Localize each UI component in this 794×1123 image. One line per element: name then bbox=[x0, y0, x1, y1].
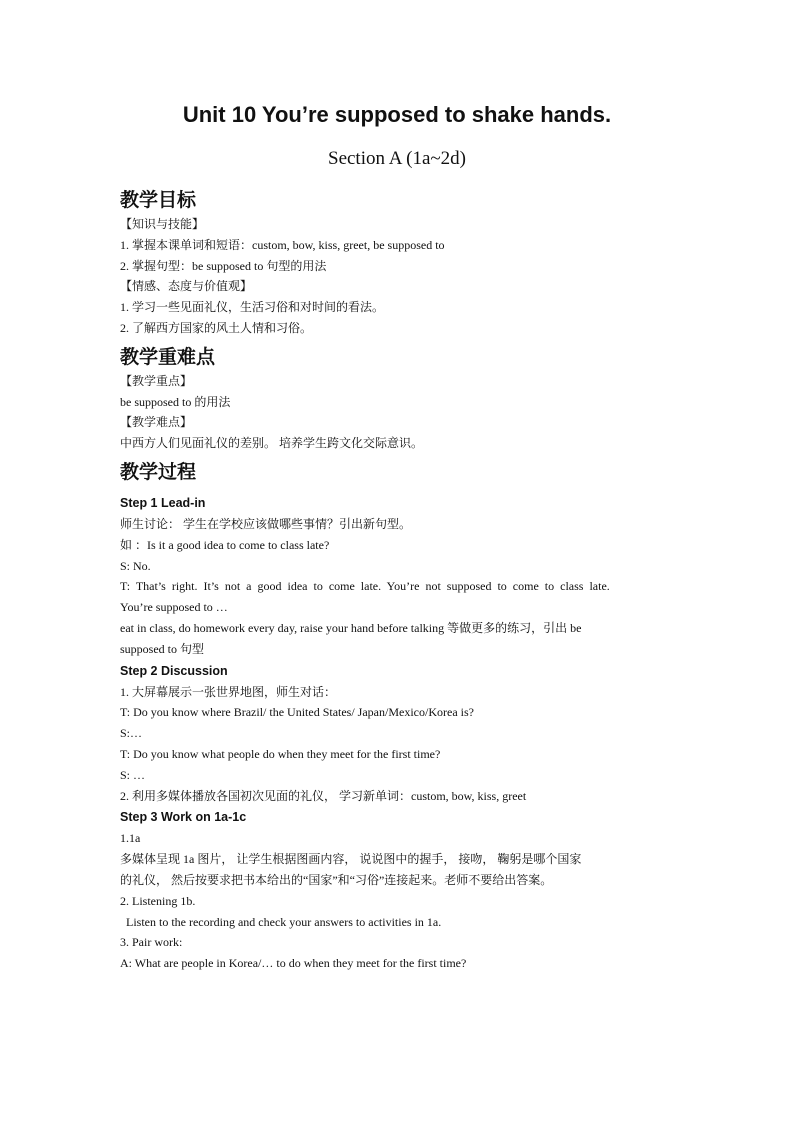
section-process bbox=[120, 458, 676, 974]
paragraph: 的礼仪， 然后按要求把书本给出的“国家”和“习俗”连接起来。老师不要给出答案。 bbox=[120, 872, 553, 887]
sub-heading: 【知识与技能】 bbox=[120, 217, 205, 231]
paragraph: 1. 大屏幕展示一张世界地图，师生对话： bbox=[120, 684, 337, 699]
paragraph: T: Do you know what people do when they meet for the first time? bbox=[120, 746, 441, 761]
step-title: Step 3 Work on 1a-1c bbox=[120, 810, 247, 825]
paragraph: 中西方人们见面礼仪的差别。 培养学生跨文化交际意识。 bbox=[120, 436, 424, 451]
list-item: 2. 掌握句型：be supposed to 句型的用法 bbox=[120, 258, 327, 273]
paragraph: S: No. bbox=[120, 558, 151, 573]
list-item: 2. 了解西方国家的风土人情和习俗。 bbox=[120, 320, 313, 335]
paragraph: eat in class, do homework every day, raise your hand before talking 等做更多的练习，引出 be bbox=[120, 620, 582, 635]
paragraph: be supposed to 的用法 bbox=[120, 394, 231, 409]
paragraph: supposed to 句型 bbox=[120, 641, 205, 656]
list-item: 1. 掌握本课单词和短语：custom, bow, kiss, greet, be supposed to bbox=[120, 237, 445, 252]
paragraph: T: Do you know where Brazil/ the United States/ Japan/Mexico/Korea is? bbox=[120, 705, 474, 720]
section-heading: 教学目标 bbox=[120, 189, 197, 211]
paragraph: 3. Pair work: bbox=[120, 935, 183, 950]
list-item: 1. 学习一些见面礼仪，生活习俗和对时间的看法。 bbox=[120, 300, 385, 315]
section-key-points bbox=[120, 343, 676, 454]
paragraph: 2. 利用多媒体播放各国初次见面的礼仪， 学习新单词：custom, bow, kiss, greet bbox=[120, 788, 527, 803]
paragraph: 1.1a bbox=[120, 831, 141, 846]
document-subtitle: Section A (1a~2d) bbox=[328, 148, 466, 169]
section-heading: 教学过程 bbox=[120, 460, 197, 483]
document-title: Unit 10 You’re supposed to shake hands. bbox=[182, 102, 612, 127]
section-objectives bbox=[120, 186, 676, 339]
paragraph: 如 ：Is it a good idea to come to class late? bbox=[120, 537, 330, 552]
sub-heading: 【教学难点】 bbox=[120, 415, 193, 430]
paragraph: A: What are people in Korea/… to do when they meet for the first time? bbox=[120, 956, 467, 971]
paragraph: S: … bbox=[120, 767, 146, 782]
step-title: Step 2 Discussion bbox=[120, 663, 228, 678]
sub-heading: 【情感、态度与价值观】 bbox=[120, 279, 253, 294]
section-heading: 教学重难点 bbox=[120, 345, 216, 368]
sub-heading: 【教学重点】 bbox=[120, 373, 193, 388]
step-title: Step 1 Lead-in bbox=[120, 495, 206, 510]
paragraph: 师生讨论： 学生在学校应该做哪些事情？引出新句型。 bbox=[120, 516, 412, 531]
paragraph: Listen to the recording and check your answers to activities in 1a. bbox=[120, 914, 442, 929]
paragraph: S:… bbox=[120, 726, 143, 741]
paragraph: You’re supposed to … bbox=[120, 600, 228, 615]
paragraph: 多媒体呈现 1a 图片， 让学生根据图画内容， 说说图中的握手， 接吻， 鞠躬是哪个国家 bbox=[120, 852, 582, 867]
paragraph: 2. Listening 1b. bbox=[120, 893, 196, 908]
document-body bbox=[120, 186, 676, 974]
paragraph: T: That’s right. It’s not a good idea to come late. You’re not supposed to come to class late. bbox=[120, 579, 610, 594]
